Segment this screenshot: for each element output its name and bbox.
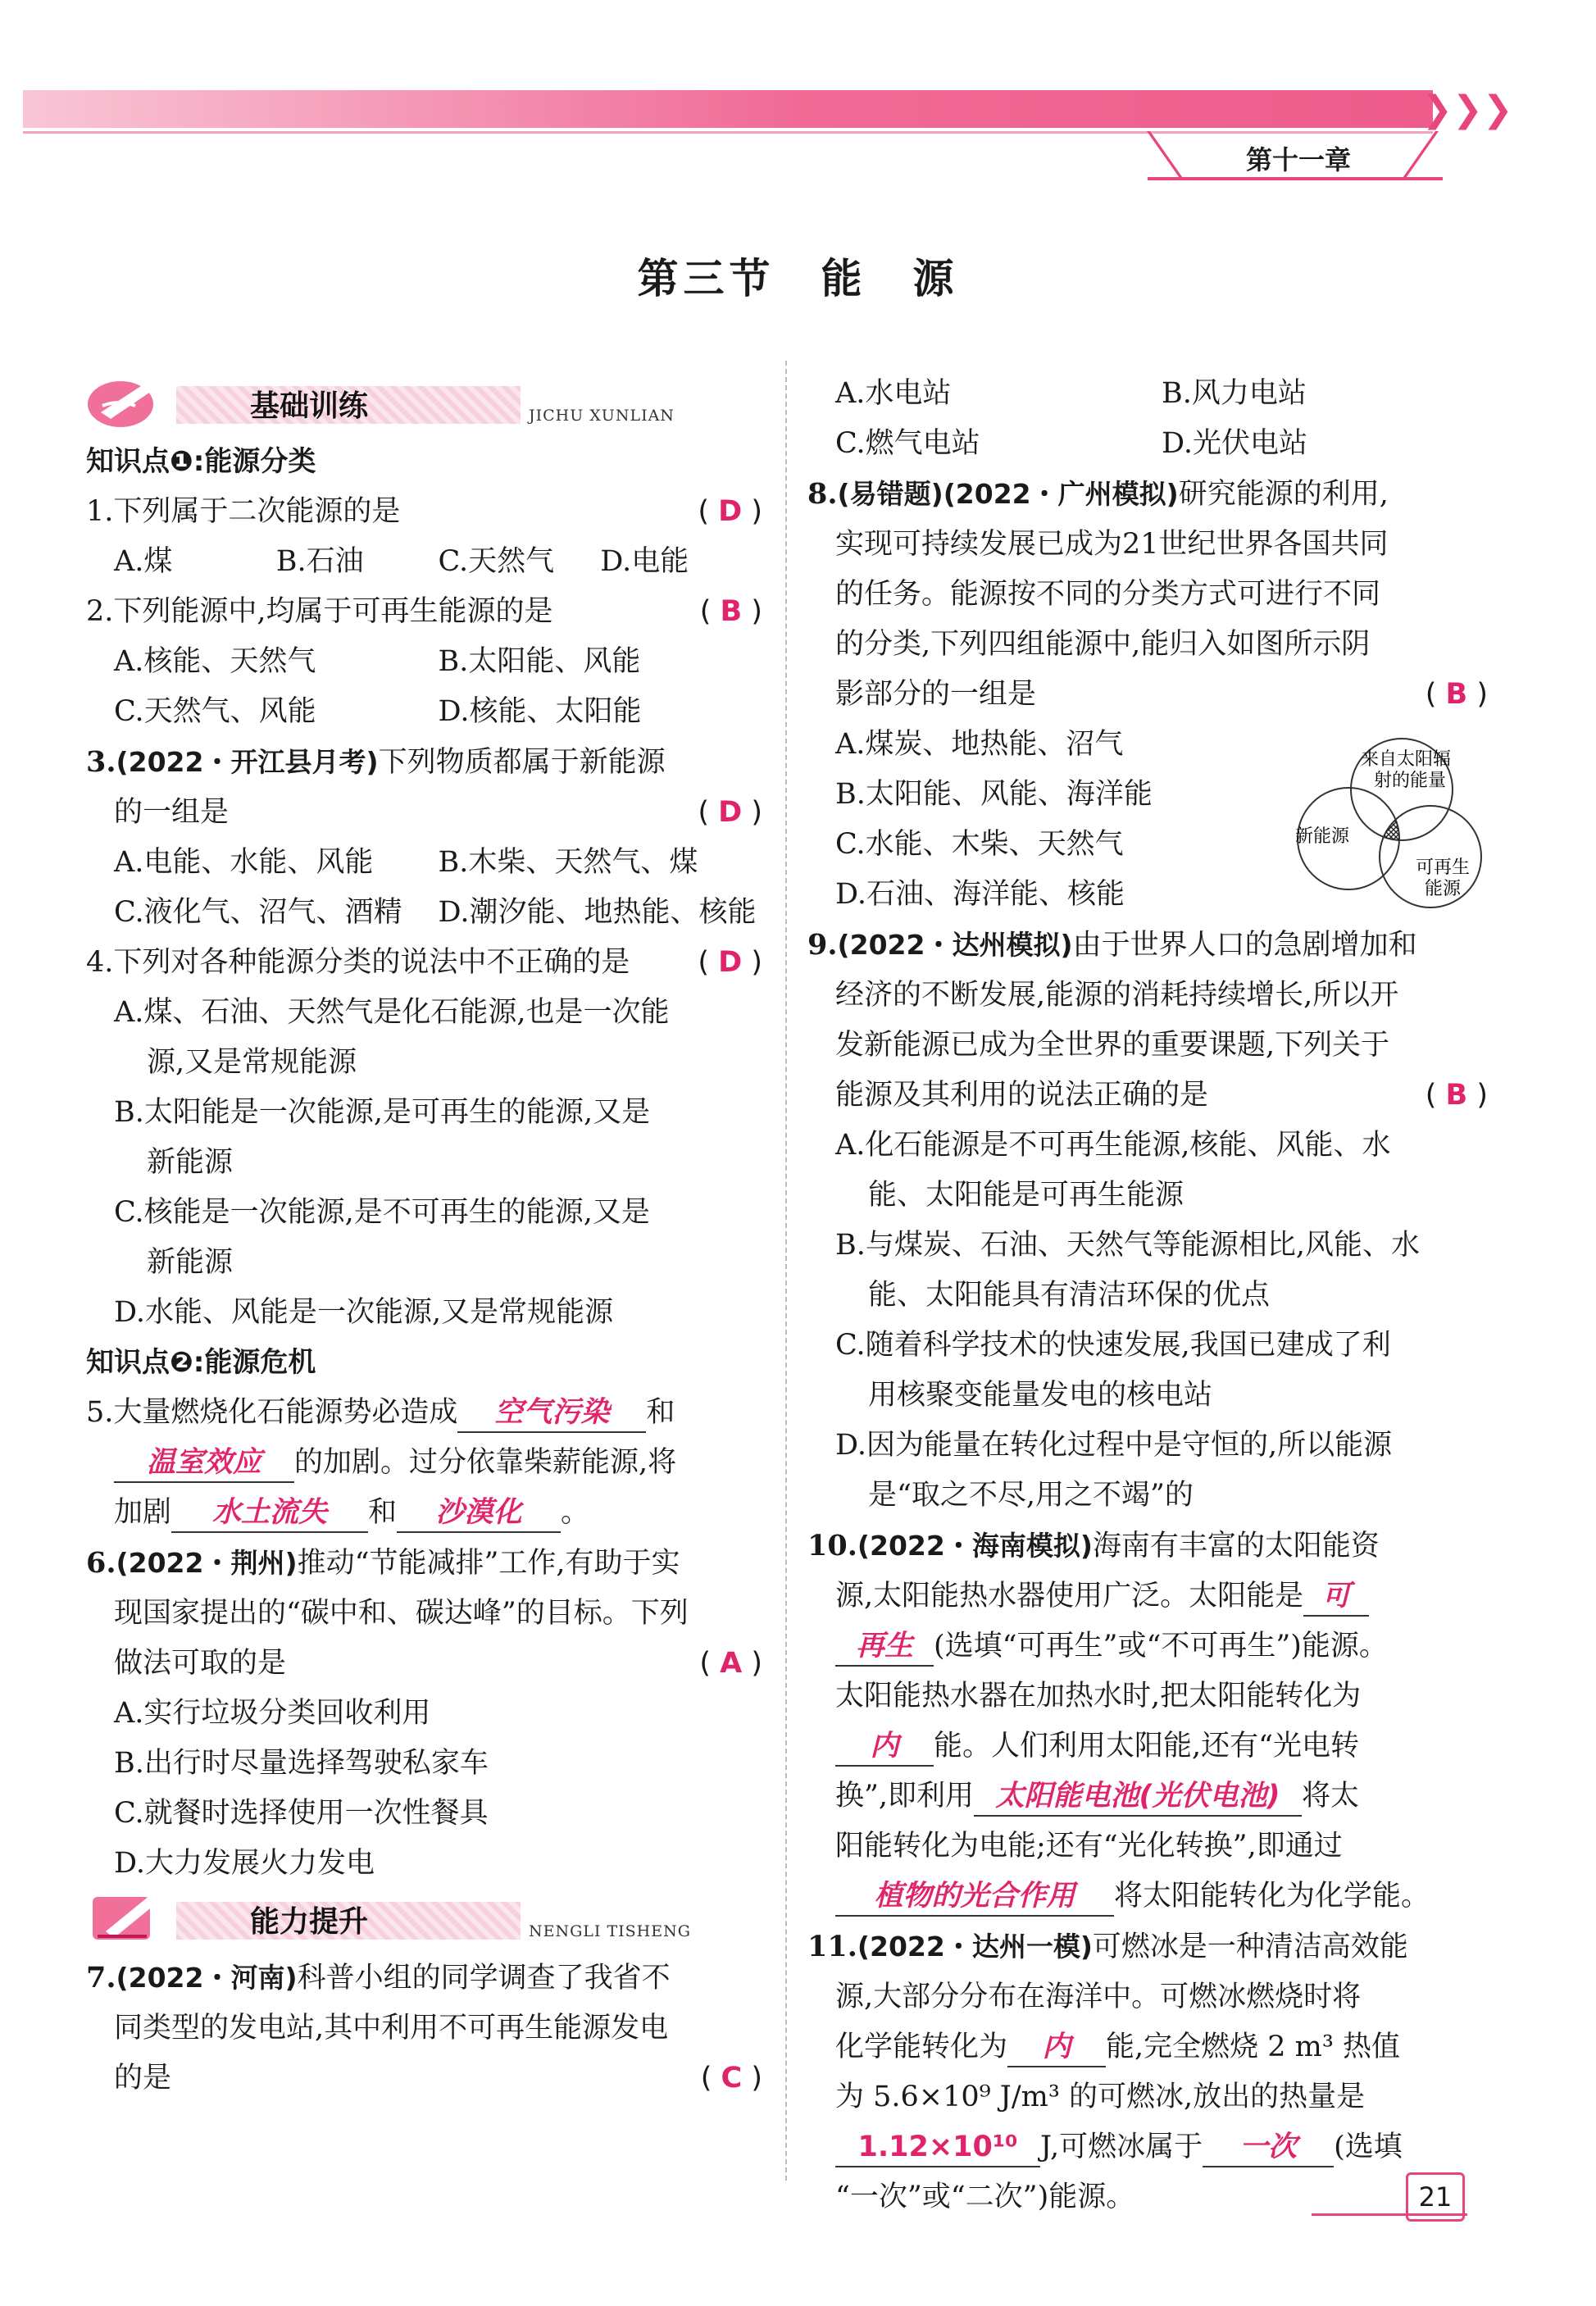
answer-blank: 空气污染	[457, 1394, 646, 1433]
pencil-hand-icon	[86, 373, 168, 430]
venn-label: 来自太阳辐	[1360, 749, 1452, 770]
answer-blank: 1.12×10¹⁰	[835, 2128, 1040, 2167]
section-pinyin: NENGLI TISHENG	[529, 1922, 691, 1940]
answer-blank: 内	[835, 1727, 934, 1767]
answer-blank: 太阳能电池(光伏电池)	[974, 1777, 1302, 1817]
answer-blank: 一次	[1203, 2128, 1334, 2167]
left-column: 基础训练 JICHU XUNLIAN 知识点❶:能源分类 1.下列属于二次能源的是 ( D ) A.煤 B.石油 C.天然气 D.电能 2.下列能源中,均属于可再生能源的是 ( B ) A.核能、天然气 B.太阳能、风能 C.天然气、风能 D.核能、太阳能 3.(2022・开江县月考)下列物质都属于新能源 的一组是 ( D ) A.电能、水能、风能 B.木柴、天然气、煤 C.液化气、沼气、酒精 D.潮汐能、地热能、核能 4.下列对各种能源分类的说法中不正确的是 ( D ) A.煤、石油、天然气是化石能源,也是一次能 源,又是常规能源 B.太阳能是一次能源,是可再生的能源,又是 新能源 C.核能是一次能源,是不可再生的能源,又是 新能源 D.水能、风能是一次能源,又是常规能源 知识点❷:能源危机 5.大量燃烧化石能源势必造成 空气污染 和 温室效应 的加剧。过分依靠柴薪能源,将 加剧 水土流失 和 沙漠化 。 6.(2022・荆州)推动“节能减排”工作,有助于实 现国家提出的“碳中和、碳达峰”的目标。下列 做法可取的是 ( A ) A.实行垃圾分类回收利用 B.出行时尽量选择驾驶私家车 C.就餐时选择使用一次性餐具 D.大力发展火力发电 能力提升 NENGLI TISHENG 7.(2022・河南)科普小组的同学调查了我省不 同类型的发电站,其中利用不可再生能源发电 的是 ( C )	[86, 373, 762, 2104]
right-column: A.水电站 B.风力电站 C.燃气电站 D.光伏电站 8.(易错题)(2022・广州模拟)研究能源的利用, 实现可持续发展已成为21世纪世界各国共同 的任务。能源按不同的分类方式可进行不同 的分类,下列四组能源中,能归入如图所示阴 影部分的一组是 ( B ) A.煤炭、地热能、沼气 B.太阳能、风能、海洋能 C.水能、木柴、天然气 D.石油、海洋能、核能 9.(2022・达州模拟)由于世界人口的急剧增加和 经济的不断发展,能源的消耗持续增长,所以开 发新能源已成为全世界的重要课题,下列关于 能源及其利用的说法正确的是 ( B ) A.化石能源是不可再生能源,核能、风能、水 能、太阳能是可再生能源 B.与煤炭、石油、天然气等能源相比,风能、水 能、太阳能具有清洁环保的优点 C.随着科学技术的快速发展,我国已建成了利 用核聚变能量发电的核电站 D.因为能量在转化过程中是守恒的,所以能源 是“取之不尽,用之不竭”的 10.(2022・海南模拟)海南有丰富的太阳能资 源,太阳能热水器使用广泛。太阳能是 可 再生 (选填“可再生”或“不可再生”)能源。 太阳能热水器在加热水时,把太阳能转化为 内 能。人们利用太阳能,还有“光电转 换”,即利用 太阳能电池(光伏电池) 将太 阳能转化为电能;还有“光化转换”,即通过 植物的光合作用 将太阳能转化为化学能。 11.(2022・达州一模)可燃冰是一种清洁高效能 源,大部分分布在海洋中。可燃冰燃烧时将 化学能转化为 内 能,完全燃烧 2 m³ 热值 为 5.6×10⁹ J/m³ 的可燃冰,放出的热量是 1.12×10¹⁰ J,可燃冰属于 一次 (选填 “一次”或“二次”)能源。	[807, 369, 1488, 2222]
section-header-advanced	[86, 1889, 762, 1953]
answer-blank: 内	[1007, 2028, 1106, 2067]
question-11: 11.(2022・达州一模)可燃冰是一种清洁高效能	[807, 1930, 1408, 1963]
question-7: 7.(2022・河南)科普小组的同学调查了我省不	[86, 1961, 671, 1994]
section-header-basic	[86, 373, 762, 437]
venn-label: 射的能量	[1373, 771, 1447, 791]
question-2-options: A.核能、天然气 B.太阳能、风能	[114, 645, 641, 678]
answer-blank: 沙漠化	[397, 1494, 561, 1533]
section-label: 基础训练	[250, 389, 369, 423]
question-3-options: A.电能、水能、风能 B.木柴、天然气、煤	[114, 846, 698, 879]
question-6: 6.(2022・荆州)推动“节能减排”工作,有助于实	[86, 1546, 680, 1580]
answer-blank: 植物的光合作用	[835, 1877, 1114, 1917]
knowledge-point-1: 知识点❶:能源分类	[86, 445, 316, 478]
venn-diagram	[1283, 734, 1504, 930]
question-5: 5.大量燃烧化石能源势必造成 空气污染 和	[86, 1388, 762, 1438]
venn-label: 能源	[1424, 879, 1462, 899]
venn-label: 可再生	[1415, 857, 1471, 878]
question-3: 3.(2022・开江县月考)下列物质都属于新能源	[86, 745, 666, 779]
chapter-tab	[1148, 131, 1443, 180]
question-1: 1.下列属于二次能源的是 ( D )	[86, 495, 762, 528]
question-10: 10.(2022・海南模拟)海南有丰富的太阳能资	[807, 1529, 1380, 1562]
question-4: 4.下列对各种能源分类的说法中不正确的是 ( D )	[86, 946, 762, 979]
question-9: 9.(2022・达州模拟)由于世界人口的急剧增加和	[807, 928, 1417, 962]
answer-blank: 水土流失	[171, 1494, 368, 1533]
chevron-right-icon: ❯❯❯	[1422, 89, 1513, 130]
notebook-pen-icon	[86, 1889, 168, 1946]
section-pinyin: JICHU XUNLIAN	[529, 407, 675, 425]
chapter-label: 第十一章	[1246, 144, 1352, 175]
section-label: 能力提升	[250, 1905, 369, 1939]
venn-label: 新能源	[1294, 826, 1350, 847]
knowledge-point-2: 知识点❷:能源危机	[86, 1346, 316, 1379]
page-number: 21	[1406, 2172, 1465, 2222]
header-banner	[23, 90, 1433, 128]
page-title: 第三节 能 源	[637, 255, 959, 302]
answer-blank: 温室效应	[114, 1444, 294, 1483]
question-2: 2.下列能源中,均属于可再生能源的是 ( B )	[86, 595, 762, 628]
question-1-options: A.煤 B.石油 C.天然气 D.电能	[114, 545, 689, 578]
column-divider	[785, 361, 789, 2181]
question-7-options: A.水电站 B.风力电站	[835, 377, 1307, 410]
answer-blank: 可	[1303, 1577, 1369, 1617]
answer-blank: 再生	[835, 1627, 934, 1667]
question-8: 8.(易错题)(2022・广州模拟)研究能源的利用,	[807, 477, 1389, 511]
